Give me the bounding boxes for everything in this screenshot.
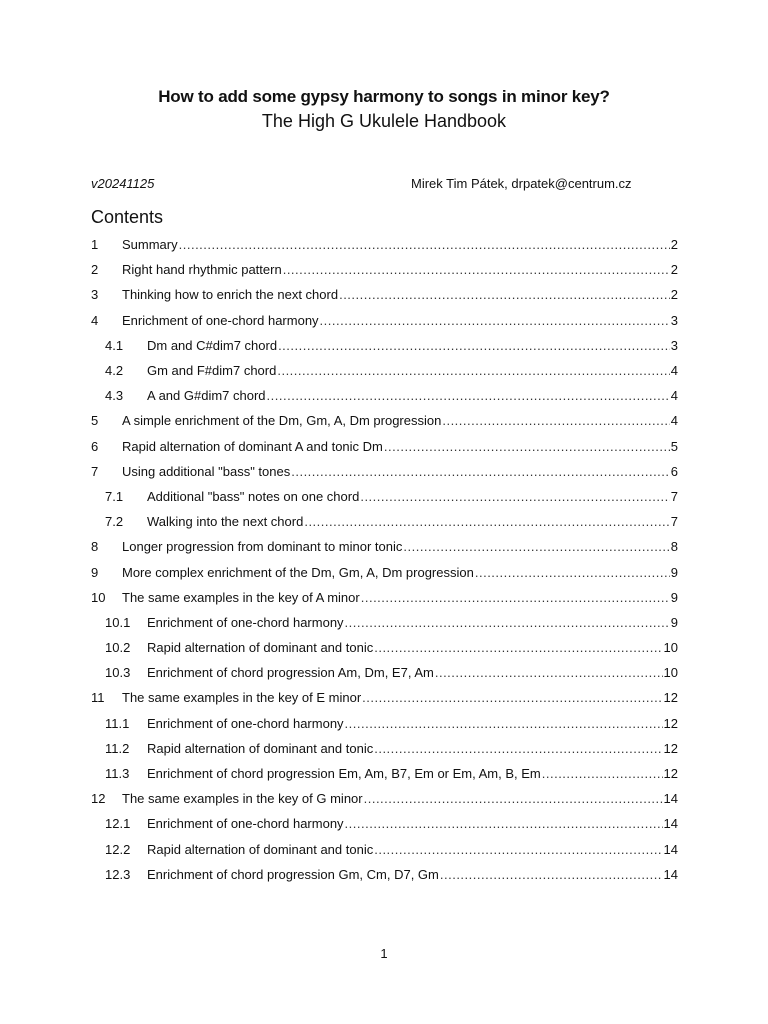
toc-entry-title[interactable]: Using additional "bass" tones xyxy=(122,463,291,479)
toc-entry-number: 11.3 xyxy=(105,766,130,782)
toc-dot-leader xyxy=(442,413,669,428)
toc-entry-number: 11.2 xyxy=(105,740,130,756)
toc-entry[interactable] xyxy=(91,660,678,685)
page-number: 1 xyxy=(380,946,388,961)
toc-entry-page: 3 xyxy=(670,312,678,328)
toc-entry-number: 4.3 xyxy=(105,388,124,404)
toc-entry-number: 3 xyxy=(91,287,99,303)
toc-entry-page: 12 xyxy=(663,740,678,756)
toc-entry[interactable] xyxy=(91,862,678,887)
toc-dot-leader xyxy=(345,816,663,831)
toc-dot-leader xyxy=(374,842,662,857)
toc-entry-number: 12.2 xyxy=(105,841,131,857)
toc-entry-title[interactable]: Enrichment of chord progression Am, Dm, E7, Am xyxy=(147,665,434,681)
toc-dot-leader xyxy=(267,388,670,403)
toc-dot-leader xyxy=(384,439,670,454)
toc-entry[interactable] xyxy=(91,434,678,459)
toc-entry[interactable] xyxy=(91,509,678,534)
toc-dot-leader xyxy=(345,716,663,731)
toc-entry[interactable] xyxy=(91,761,678,786)
toc-dot-leader xyxy=(361,590,670,605)
toc-entry-page: 14 xyxy=(663,791,678,807)
toc-entry[interactable] xyxy=(91,408,678,433)
toc-entry-title[interactable]: Rapid alternation of dominant and tonic xyxy=(147,841,374,857)
toc-entry-number: 10 xyxy=(91,589,106,605)
toc-dot-leader xyxy=(277,363,669,378)
toc-dot-leader xyxy=(179,237,670,252)
toc-entry-title[interactable]: Enrichment of chord progression Em, Am, B7, Em or Em, Am, B, Em xyxy=(147,766,541,782)
toc-entry[interactable] xyxy=(91,635,678,660)
toc-entry[interactable] xyxy=(91,282,678,307)
toc-entry-number: 10.2 xyxy=(105,640,131,656)
toc-entry[interactable] xyxy=(91,811,678,836)
toc-entry-title[interactable]: The same examples in the key of E minor xyxy=(122,690,362,706)
toc-entry-number: 7.2 xyxy=(105,514,124,530)
toc-entry-page: 12 xyxy=(663,690,678,706)
toc-entry[interactable] xyxy=(91,358,678,383)
toc-entry-number: 5 xyxy=(91,413,99,429)
author-line: Mirek Tim Pátek, drpatek@centrum.cz xyxy=(411,176,632,191)
toc-entry-page: 7 xyxy=(670,514,678,530)
toc-dot-leader xyxy=(403,539,669,554)
toc-entry-page: 2 xyxy=(670,237,678,253)
toc-entry-number: 12.1 xyxy=(105,816,131,832)
toc-entry-title[interactable]: The same examples in the key of A minor xyxy=(122,589,360,605)
toc-entry-page: 6 xyxy=(670,463,678,479)
toc-entry-number: 9 xyxy=(91,564,99,580)
toc-entry-title[interactable]: Rapid alternation of dominant A and tonic Dm xyxy=(122,438,383,454)
toc-entry[interactable] xyxy=(91,736,678,761)
toc-entry-page: 14 xyxy=(663,841,678,857)
toc-dot-leader xyxy=(374,741,662,756)
toc-entry-title[interactable]: Summary xyxy=(122,237,178,253)
toc-entry-number: 4 xyxy=(91,312,99,328)
table-of-contents xyxy=(91,232,678,887)
toc-dot-leader xyxy=(320,313,670,328)
toc-entry[interactable] xyxy=(91,333,678,358)
toc-entry-page: 4 xyxy=(670,413,678,429)
toc-entry-page: 10 xyxy=(663,665,678,681)
toc-dot-leader xyxy=(345,615,670,630)
toc-entry-title[interactable]: Enrichment of chord progression Gm, Cm, D7, Gm xyxy=(147,866,439,882)
toc-entry-page: 2 xyxy=(670,262,678,278)
toc-dot-leader xyxy=(278,338,670,353)
toc-dot-leader xyxy=(304,514,669,529)
toc-entry-number: 8 xyxy=(91,539,99,555)
toc-entry-page: 12 xyxy=(663,766,678,782)
toc-entry[interactable] xyxy=(91,786,678,811)
toc-dot-leader xyxy=(362,690,662,705)
version-label: v20241125 xyxy=(91,176,155,191)
toc-entry-page: 14 xyxy=(663,866,678,882)
toc-entry-title[interactable]: Right hand rhythmic pattern xyxy=(122,262,282,278)
toc-entry-number: 10.3 xyxy=(105,665,131,681)
toc-dot-leader xyxy=(339,287,670,302)
toc-entry-number: 10.1 xyxy=(105,614,131,630)
toc-entry-title[interactable]: Enrichment of one-chord harmony xyxy=(147,816,344,832)
toc-entry-title[interactable]: A simple enrichment of the Dm, Gm, A, Dm progression xyxy=(122,413,442,429)
toc-entry-page: 5 xyxy=(670,438,678,454)
toc-entry[interactable] xyxy=(91,308,678,333)
toc-entry-number: 12.3 xyxy=(105,866,131,882)
toc-entry[interactable] xyxy=(91,837,678,862)
toc-dot-leader xyxy=(364,791,663,806)
document-title: How to add some gypsy harmony to songs in minor key? xyxy=(158,87,610,106)
toc-entry-page: 3 xyxy=(670,337,678,353)
toc-entry[interactable] xyxy=(91,610,678,635)
document-subtitle: The High G Ukulele Handbook xyxy=(261,111,507,131)
toc-entry-title[interactable]: Enrichment of one-chord harmony xyxy=(147,715,344,731)
toc-entry-page: 14 xyxy=(663,816,678,832)
toc-entry-page: 4 xyxy=(670,363,678,379)
toc-entry-title[interactable]: Thinking how to enrich the next chord xyxy=(122,287,339,303)
toc-entry-title[interactable]: Additional "bass" notes on one chord xyxy=(147,488,360,504)
toc-entry-title[interactable]: Rapid alternation of dominant and tonic xyxy=(147,640,374,656)
contents-heading: Contents xyxy=(91,207,164,227)
toc-entry-page: 2 xyxy=(670,287,678,303)
toc-dot-leader xyxy=(291,464,670,479)
toc-entry[interactable] xyxy=(91,534,678,559)
toc-entry-number: 2 xyxy=(91,262,99,278)
toc-entry-number: 1 xyxy=(91,237,99,253)
toc-entry[interactable] xyxy=(91,257,678,282)
toc-entry-page: 10 xyxy=(663,640,678,656)
toc-entry-title[interactable]: Walking into the next chord xyxy=(147,514,304,530)
toc-dot-leader xyxy=(374,640,662,655)
toc-entry-number: 4.2 xyxy=(105,363,124,379)
toc-entry[interactable] xyxy=(91,711,678,736)
toc-entry-title[interactable]: More complex enrichment of the Dm, Gm, A, Dm progression xyxy=(122,564,474,580)
toc-dot-leader xyxy=(440,867,663,882)
toc-entry-title[interactable]: Gm and F#dim7 chord xyxy=(147,363,277,379)
toc-entry-title[interactable]: Dm and C#dim7 chord xyxy=(147,337,278,353)
toc-entry-page: 12 xyxy=(663,715,678,731)
toc-entry[interactable] xyxy=(91,383,678,408)
toc-entry-page: 9 xyxy=(670,614,678,630)
toc-dot-leader xyxy=(283,262,670,277)
toc-dot-leader xyxy=(475,565,670,580)
toc-entry[interactable] xyxy=(91,559,678,584)
toc-entry-page: 7 xyxy=(670,488,678,504)
toc-entry-page: 4 xyxy=(670,388,678,404)
toc-entry[interactable] xyxy=(91,685,678,710)
toc-entry-number: 11 xyxy=(91,690,105,706)
toc-entry-title[interactable]: Rapid alternation of dominant and tonic xyxy=(147,740,374,756)
toc-entry-title[interactable]: The same examples in the key of G minor xyxy=(122,791,363,807)
toc-entry[interactable] xyxy=(91,232,678,257)
toc-entry-page: 9 xyxy=(670,589,678,605)
toc-entry[interactable] xyxy=(91,459,678,484)
toc-entry-number: 11.1 xyxy=(105,715,130,731)
toc-dot-leader xyxy=(542,766,663,781)
toc-entry-number: 12 xyxy=(91,791,106,807)
toc-entry-number: 7.1 xyxy=(105,488,124,504)
toc-entry-page: 8 xyxy=(670,539,678,555)
toc-entry-number: 7 xyxy=(91,463,99,479)
toc-entry-number: 4.1 xyxy=(105,337,124,353)
toc-dot-leader xyxy=(435,665,663,680)
toc-entry-title[interactable]: A and G#dim7 chord xyxy=(147,388,266,404)
toc-entry-page: 9 xyxy=(670,564,678,580)
toc-entry-number: 6 xyxy=(91,438,99,454)
toc-entry-title[interactable]: Enrichment of one-chord harmony xyxy=(147,614,344,630)
toc-entry-title[interactable]: Longer progression from dominant to minor tonic xyxy=(122,539,403,555)
toc-entry-title[interactable]: Enrichment of one-chord harmony xyxy=(122,312,319,328)
toc-entry[interactable] xyxy=(91,585,678,610)
toc-entry[interactable] xyxy=(91,484,678,509)
toc-dot-leader xyxy=(360,489,669,504)
